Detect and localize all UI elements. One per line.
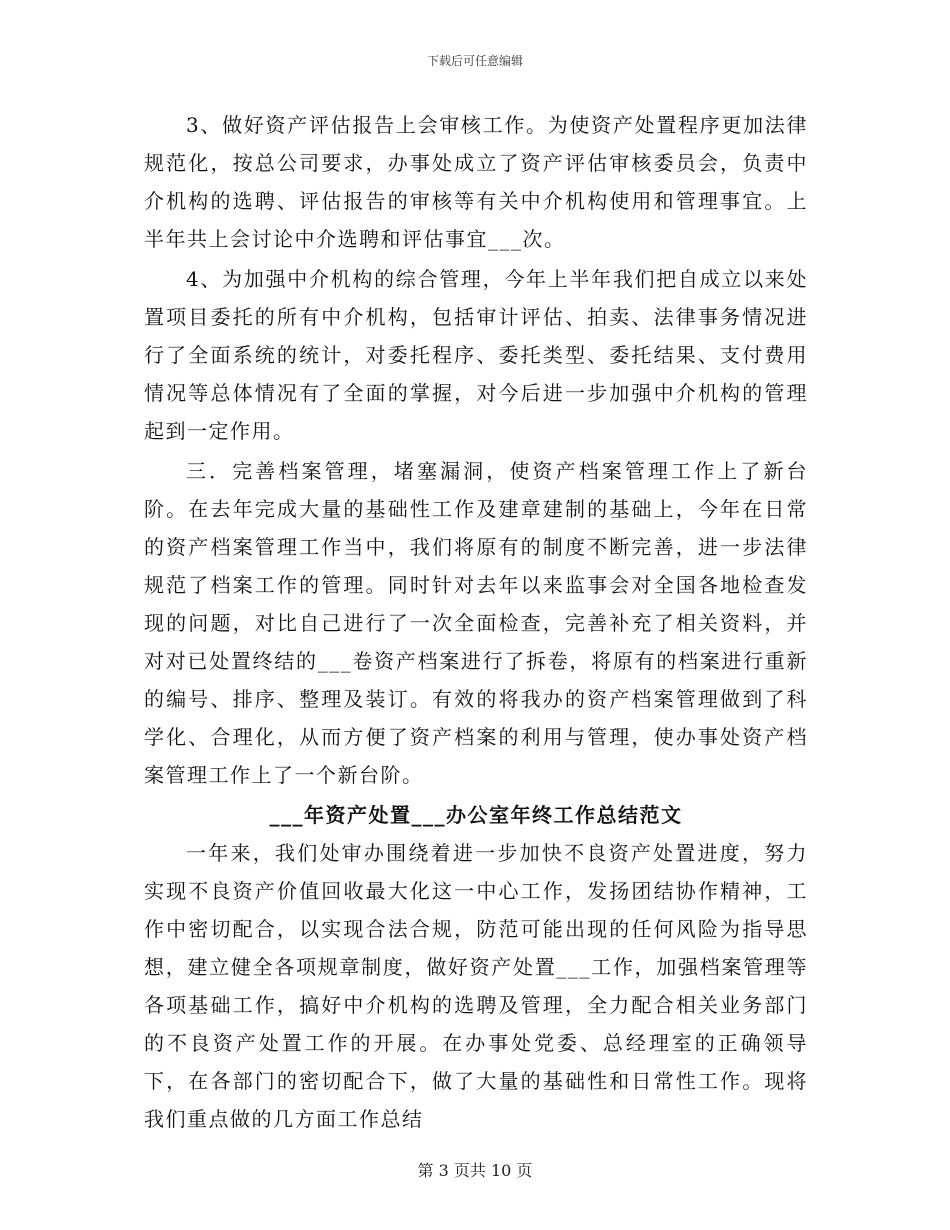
page-header: 下载后可任意编辑 — [426, 54, 523, 68]
document-body — [144, 106, 808, 1138]
section-title: ___年资产处置___办公室年终工作总结范文 — [269, 803, 683, 827]
paragraph-section-three: 三．完善档案管理，堵塞漏洞，使资产档案管理工作上了新台阶。在去年完成大量的基础性工作及建章建制的基础上，今年在日常的资产档案管理工作当中，我们将原有的制度不断完善，进一步法律规范了档案工作的管理。同时针对去年以来监事会对全国各地检查发现的问题，对比自己进行了一次全面检查，完善补充了相关资料，并对对已处置终结的___卷资产档案进行了拆卷，将原有的档案进行重新的编号、排序、整理及装订。有效的将我办的资产档案管理做到了科学化、合理化，从而方便了资产档案的利用与管理，使办事处资产档案管理工作上了一个新台阶。 — [144, 459, 808, 787]
paragraph-summary-intro: 一年来，我们处审办围绕着进一步加快不良资产处置进度，努力实现不良资产价值回收最大化这一中心工作，发扬团结协作精神，工作中密切配合，以实现合法合规，防范可能出现的任何风险为指导思想，建立健全各项规章制度，做好资产处置___工作，加强档案管理等各项基础工作，搞好中介机构的选聘及管理，全力配合相关业务部门的不良资产处置工作的开展。在办事处党委、总经理室的正确领导下，在各部门的密切配合下，做了大量的基础性和日常性工作。现将我们重点做的几方面工作总结 — [144, 841, 808, 1131]
paragraph-item-4: 4、为加强中介机构的综合管理，今年上半年我们把自成立以来处置项目委托的所有中介机构，包括审计评估、拍卖、法律事务情况进行了全面系统的统计，对委托程序、委托类型、委托结果、支付费用情况等总体情况有了全面的掌握，对今后进一步加强中介机构的管理起到一定作用。 — [144, 267, 808, 443]
page-footer: 第 3 页共 10 页 — [417, 1161, 533, 1180]
paragraph-item-3: 3、做好资产评估报告上会审核工作。为使资产处置程序更加法律规范化，按总公司要求，办事处成立了资产评估审核委员会，负责中介机构的选聘、评估报告的审核等有关中介机构使用和管理事宜。上半年共上会讨论中介选聘和评估事宜___次。 — [144, 113, 808, 251]
